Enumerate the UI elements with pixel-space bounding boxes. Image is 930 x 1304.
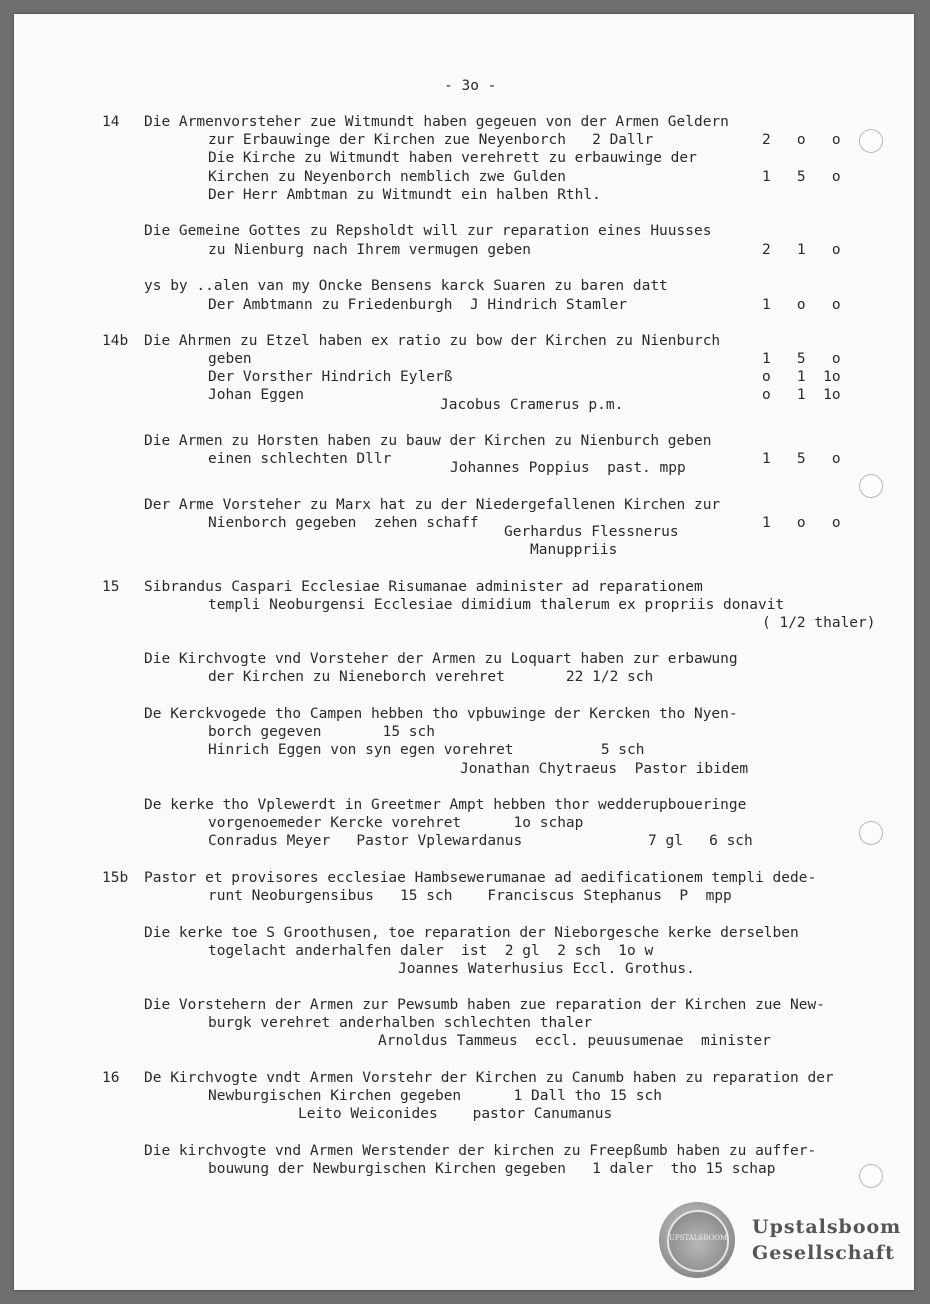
seal-logo-icon: [659, 1202, 735, 1278]
text-line: geben: [208, 351, 252, 367]
page-number: - 3o -: [444, 78, 497, 94]
text-line: runt Neoburgensibus 15 sch Franciscus Stephanus P mpp: [208, 888, 732, 904]
entry-number: 16: [102, 1070, 120, 1086]
signature-line: Manuppriis: [530, 542, 618, 558]
text-line: burgk verehret anderhalben schlechten thaler: [208, 1015, 593, 1031]
signature-line: Jonathan Chytraeus Pastor ibidem: [460, 761, 749, 777]
text-line: Der Ambtmann zu Friedenburgh J Hindrich Stamler: [208, 297, 628, 313]
amount-note: ( 1/2 thaler): [762, 615, 876, 631]
amount: 1 5 o: [762, 351, 841, 367]
text-line: Die Armen zu Horsten haben zu bauw der Kirchen zu Nienburch geben: [144, 433, 712, 449]
text-line: Die kirchvogte vnd Armen Werstender der kirchen zu Freepßumb haben zu auffer-: [144, 1143, 817, 1159]
text-line: der Kirchen zu Nieneborch verehret 22 1/2 sch: [208, 669, 654, 685]
amount: o 1 1o: [762, 369, 841, 385]
amount: 1 o o: [762, 297, 841, 313]
text-line: borch gegeven 15 sch: [208, 724, 435, 740]
text-line: Die Gemeine Gottes zu Repsholdt will zur reparation eines Huusses: [144, 223, 712, 239]
amount: 1 5 o: [762, 451, 841, 467]
punch-hole: [859, 129, 883, 153]
document-page: [14, 14, 914, 1290]
signature-line: Joannes Waterhusius Eccl. Grothus.: [398, 961, 695, 977]
text-line: Der Vorsther Hindrich Eylerß: [208, 369, 453, 385]
text-line: Der Herr Ambtman zu Witmundt ein halben Rthl.: [208, 187, 601, 203]
brand-name-line2: Gesellschaft: [752, 1242, 895, 1264]
text-line: einen schlechten Dllr: [208, 451, 392, 467]
text-line: togelacht anderhalfen daler ist 2 gl 2 sch 1o w: [208, 943, 654, 959]
text-line: Die kerke toe S Groothusen, toe reparation der Nieborgesche kerke derselben: [144, 925, 799, 941]
text-line: ys by ..alen van my Oncke Bensens karck Suaren zu baren datt: [144, 278, 668, 294]
text-line: bouwung der Newburgischen Kirchen gegeben 1 daler tho 15 schap: [208, 1161, 776, 1177]
text-line: Der Arme Vorsteher zu Marx hat zu der Niedergefallenen Kirchen zur: [144, 497, 721, 513]
text-line: zu Nienburg nach Ihrem vermugen geben: [208, 242, 532, 258]
text-line: templi Neoburgensi Ecclesiae dimidium thalerum ex propriis donavit: [208, 597, 785, 613]
punch-hole: [859, 821, 883, 845]
text-line: De Kerckvogede tho Campen hebben tho vpbuwinge der Kercken tho Nyen-: [144, 706, 738, 722]
text-line: Pastor et provisores ecclesiae Hambsewerumanae ad aedificationem templi dede-: [144, 870, 817, 886]
brand-name-line1: Upstalsboom: [752, 1216, 902, 1238]
amount: 1 o o: [762, 515, 841, 531]
entry-number: 15b: [102, 870, 129, 886]
amount: 7 gl 6 sch: [648, 833, 753, 849]
signature-line: Gerhardus Flessnerus: [504, 524, 679, 540]
signature-line: Johannes Poppius past. mpp: [450, 460, 686, 476]
text-line: Die Kirchvogte vnd Vorsteher der Armen zu Loquart haben zur erbawung: [144, 651, 738, 667]
text-line: Die Ahrmen zu Etzel haben ex ratio zu bow der Kirchen zu Nienburch: [144, 333, 721, 349]
entry-number: 14b: [102, 333, 129, 349]
text-line: Kirchen zu Neyenborch nemblich zwe Gulden: [208, 169, 566, 185]
text-line: zur Erbauwinge der Kirchen zue Neyenborch 2 Dallr: [208, 132, 654, 148]
entry-number: 15: [102, 579, 120, 595]
text-line: vorgenoemeder Kercke vorehret 1o schap: [208, 815, 584, 831]
text-line: Die Armenvorsteher zue Witmundt haben gegeuen von der Armen Geldern: [144, 114, 729, 130]
entry-number: 14: [102, 114, 120, 130]
text-line: Johan Eggen: [208, 387, 305, 403]
text-line: Nienborch gegeben zehen schaff: [208, 515, 479, 531]
signature-line: Jacobus Cramerus p.m.: [440, 397, 624, 413]
text-line: Newburgischen Kirchen gegeben 1 Dall tho 15 sch: [208, 1088, 662, 1104]
amount: 2 1 o: [762, 242, 841, 258]
amount: 2 o o: [762, 132, 841, 148]
text-line: Hinrich Eggen von syn egen vorehret 5 sch: [208, 742, 645, 758]
text-line: Die Vorstehern der Armen zur Pewsumb haben zue reparation der Kirchen zue New-: [144, 997, 825, 1013]
signature-line: Arnoldus Tammeus eccl. peuusumenae minister: [378, 1033, 771, 1049]
text-line: Sibrandus Caspari Ecclesiae Risumanae administer ad reparationem: [144, 579, 703, 595]
text-line: De kerke tho Vplewerdt in Greetmer Ampt hebben thor wedderupboueringe: [144, 797, 747, 813]
amount: o 1 1o: [762, 387, 841, 403]
text-line: Conradus Meyer Pastor Vplewardanus: [208, 833, 523, 849]
amount: 1 5 o: [762, 169, 841, 185]
signature-line: Leito Weiconides pastor Canumanus: [298, 1106, 613, 1122]
seal-text: UPSTALSBOOM: [669, 1234, 728, 1242]
text-line: Die Kirche zu Witmundt haben verehrett zu erbauwinge der: [208, 150, 697, 166]
punch-hole: [859, 1164, 883, 1188]
punch-hole: [859, 474, 883, 498]
text-line: De Kirchvogte vndt Armen Vorstehr der Kirchen zu Canumb haben zu reparation der: [144, 1070, 834, 1086]
